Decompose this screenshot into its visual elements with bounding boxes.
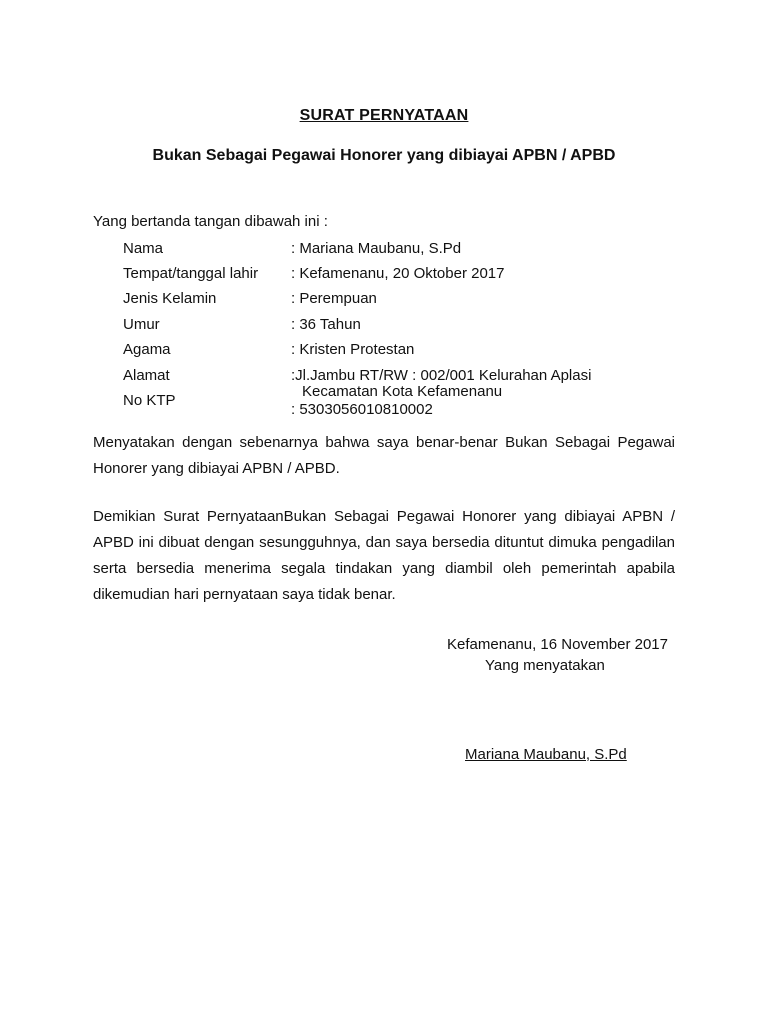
- letter-subtitle: Bukan Sebagai Pegawai Honorer yang dibiayai APBN / APBD: [152, 147, 616, 164]
- field-label-agama: Agama: [123, 341, 171, 358]
- field-row-agama: [123, 341, 683, 361]
- field-value-jenis-kelamin: : Perempuan: [291, 290, 377, 307]
- signature-block: [447, 634, 668, 676]
- signer-name: Mariana Maubanu, S.Pd: [465, 746, 627, 763]
- field-row-no-ktp-value: [123, 401, 683, 421]
- field-value-ttl: : Kefamenanu, 20 Oktober 2017: [291, 265, 505, 282]
- field-value-agama: : Kristen Protestan: [291, 341, 415, 358]
- place-date: Kefamenanu, 16 November 2017: [447, 636, 668, 653]
- statement-paragraph: Menyatakan dengan sebenarnya bahwa saya benar-benar Bukan Sebagai Pegawai Honorer yang dibiayai APBN / APBD.: [93, 434, 675, 477]
- field-value-alamat: :Jl.Jambu RT/RW : 002/001 Kelurahan Aplasi: [291, 367, 592, 384]
- field-row-ttl: [123, 265, 683, 285]
- declarant-label: Yang menyatakan: [485, 657, 605, 674]
- field-label-no-ktp: No KTP: [123, 392, 176, 409]
- field-value-nama: : Mariana Maubanu, S.Pd: [291, 240, 462, 257]
- intro-text: Yang bertanda tangan dibawah ini :: [93, 213, 328, 230]
- field-label-ttl: Tempat/tanggal lahir: [123, 265, 259, 282]
- letter-title: SURAT PERNYATAAN: [299, 107, 469, 124]
- field-value-alamat-line2: Kecamatan Kota Kefamenanu: [302, 383, 503, 400]
- closing-paragraph: Demikian Surat PernyataanBukan Sebagai Pegawai Honorer yang dibiayai APBN / APBD ini dibuat dengan sesungguhnya, dan saya bersedia dituntut dimuka pengadilan serta bersedia menerima segala tindakan yang diambil oleh pemerintah apabila dikemudian hari pernyataan saya tidak benar.: [93, 508, 675, 603]
- field-label-umur: Umur: [123, 316, 160, 333]
- field-value-umur: : 36 Tahun: [291, 316, 361, 333]
- field-row-jenis-kelamin: [123, 290, 683, 310]
- field-label-alamat: Alamat: [123, 367, 170, 384]
- field-row-umur: [123, 316, 683, 336]
- field-value-no-ktp: : 5303056010810002: [291, 401, 433, 418]
- field-row-nama: [123, 240, 683, 260]
- field-label-nama: Nama: [123, 240, 164, 257]
- field-label-jenis-kelamin: Jenis Kelamin: [123, 290, 217, 307]
